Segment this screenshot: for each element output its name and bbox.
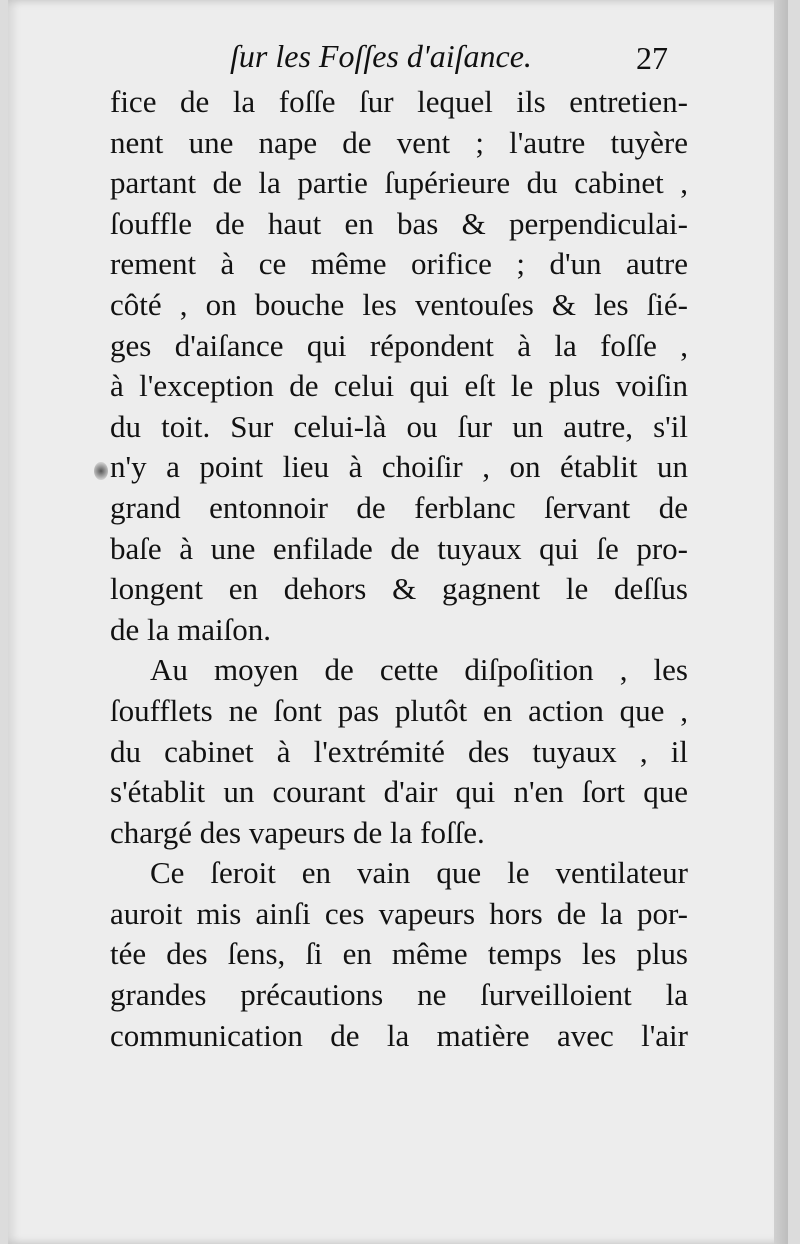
text-line: à l'exception de celui qui eſt le plus voiſin (110, 368, 688, 404)
text-line: chargé des vapeurs de la foſſe. (110, 814, 485, 850)
text-line: partant de la partie ſupérieure du cabinet , (110, 165, 688, 201)
text-line: ſouffle de haut en bas & perpendiculai- (110, 205, 688, 241)
text-line: rement à ce même orifice ; d'un autre (110, 246, 688, 282)
text-line: ges d'aiſance qui répondent à la foſſe , (110, 327, 688, 363)
text-line: fice de la foſſe ſur lequel ils entretien- (110, 84, 688, 119)
text-line: tée des ſens, ſi en même temps les plus (110, 936, 688, 972)
paragraph-1 (110, 82, 688, 650)
text-line: du toit. Sur celui-là ou ſur un autre, s'il (110, 408, 688, 444)
page-edge-shadow (774, 0, 788, 1244)
paragraph-3 (110, 853, 688, 1056)
text-line: communication de la matière avec l'air (110, 1017, 688, 1053)
ink-spot (94, 462, 108, 480)
text-line: s'établit un courant d'air qui n'en ſort que (110, 774, 688, 810)
running-title: ſur les Foſſes d'aiſance. (230, 38, 532, 74)
text-line: ſoufflets ne ſont pas plutôt en action que , (110, 692, 688, 728)
text-line: grand entonnoir de ferblanc ſervant de (110, 489, 688, 525)
text-line: n'y a point lieu à choiſir , on établit un (110, 449, 688, 485)
running-head (108, 30, 688, 80)
text-line: côté , on bouche les ventouſes & les ſié- (110, 286, 688, 322)
book-page (8, 0, 788, 1244)
page-number: 27 (636, 40, 668, 76)
text-line: baſe à une enfilade de tuyaux qui ſe pro- (110, 530, 688, 566)
text-line: Au moyen de cette diſpoſition , les (150, 652, 688, 688)
text-line: longent en dehors & gagnent le deſſus (110, 571, 688, 607)
text-line: du cabinet à l'extrémité des tuyaux , il (110, 733, 688, 769)
text-line: auroit mis ainſi ces vapeurs hors de la por- (110, 895, 688, 931)
text-line: grandes précautions ne ſurveilloient la (110, 977, 688, 1013)
text-line: de la maiſon. (110, 611, 271, 647)
paragraph-2 (110, 650, 688, 853)
text-line: Ce ſeroit en vain que le ventilateur (150, 855, 688, 891)
text-line: nent une nape de vent ; l'autre tuyère (110, 124, 688, 160)
body-text (110, 82, 688, 1056)
